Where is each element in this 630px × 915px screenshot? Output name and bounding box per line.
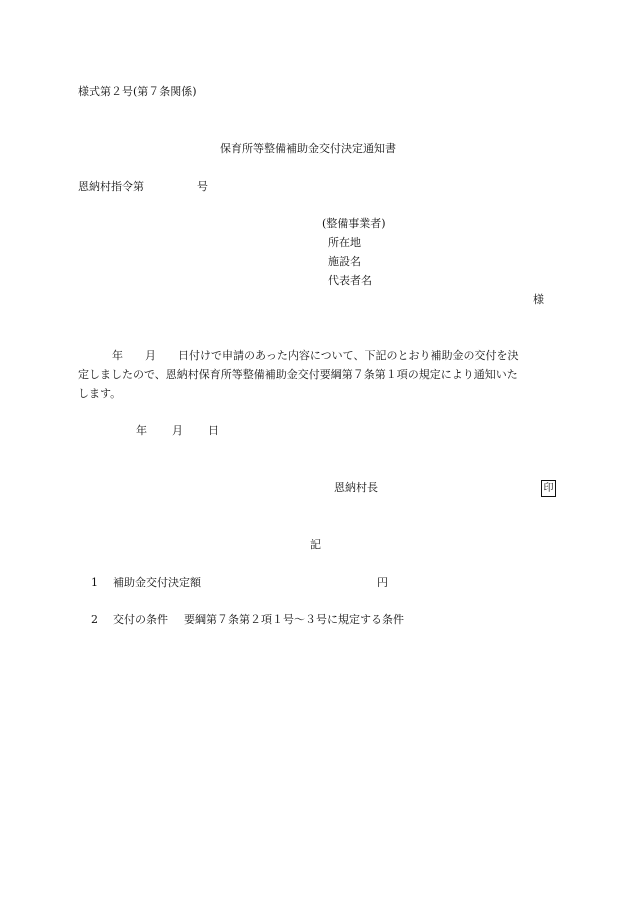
recipient-representative-label: 代表者名 — [328, 274, 372, 287]
ref-number-suffix: 号 — [197, 180, 208, 193]
item-2-number: 2 — [91, 613, 98, 626]
body-month-label: 月 — [145, 349, 156, 362]
document-title: 保育所等整備補助金交付決定通知書 — [220, 142, 396, 155]
ref-number-prefix: 恩納村指令第 — [78, 180, 144, 193]
issuer-name: 恩納村長 — [334, 481, 378, 494]
body-paragraph — [78, 346, 558, 403]
notation-heading: 記 — [310, 538, 321, 551]
recipient-heading: (整備事業者) — [322, 217, 386, 230]
item-2-value: 要綱第７条第２項１号〜３号に規定する条件 — [184, 613, 404, 626]
body-line-3: します。 — [78, 387, 122, 400]
date-year-label: 年 — [136, 424, 147, 437]
recipient-address-label: 所在地 — [328, 236, 361, 249]
item-1-number: 1 — [91, 576, 98, 589]
body-line-1: 日付けで申請のあった内容について、下記のとおり補助金の交付を決 — [178, 349, 519, 362]
item-1-label: 補助金交付決定額 — [113, 576, 201, 589]
item-2-label: 交付の条件 — [113, 613, 168, 626]
seal-box: 印 — [541, 480, 556, 497]
body-line-2: 定しましたので、恩納村保育所等整備補助金交付要綱第７条第１項の規定により通知いた — [78, 368, 518, 381]
item-1-value: 円 — [377, 576, 388, 589]
form-number: 様式第２号(第７条関係) — [78, 85, 197, 98]
recipient-facility-label: 施設名 — [328, 255, 361, 268]
body-year-label: 年 — [112, 349, 123, 362]
recipient-honorific: 様 — [533, 293, 544, 306]
date-month-label: 月 — [172, 424, 183, 437]
date-day-label: 日 — [208, 424, 219, 437]
